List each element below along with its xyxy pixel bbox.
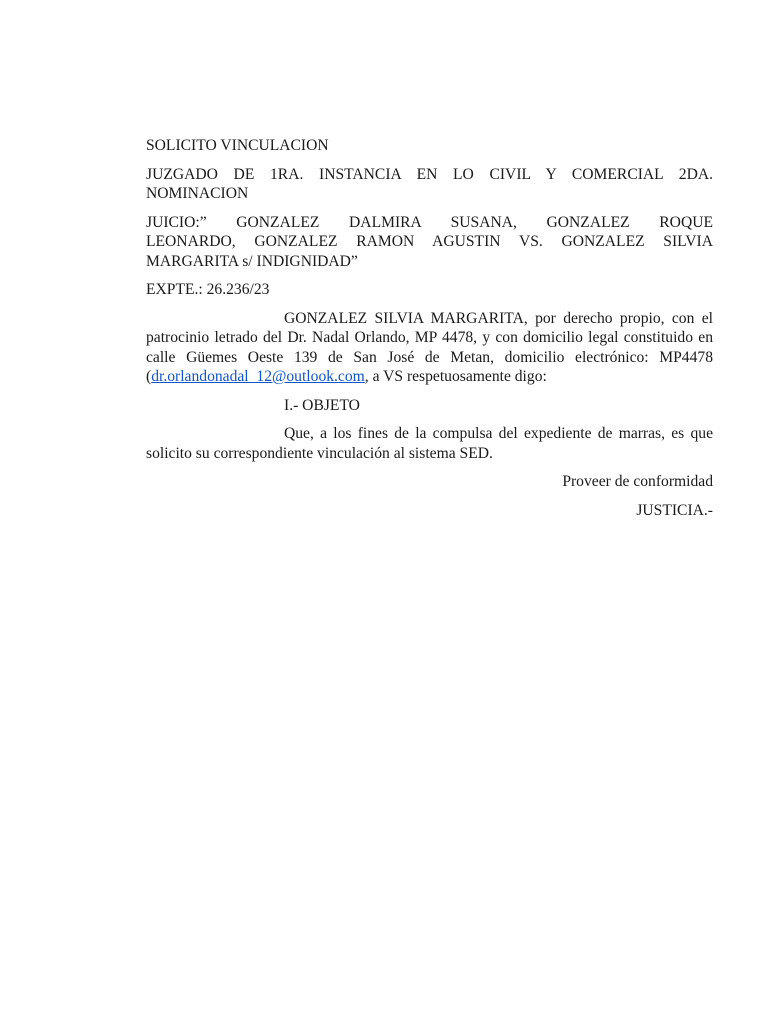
signoff-line: JUSTICIA.-	[636, 501, 713, 519]
closing-line: Proveer de conformidad	[562, 473, 713, 490]
intro-text-before-link: GONZALEZ SILVIA MARGARITA, por derecho propio, con el patrocinio letrado del Dr. Nadal Orlando, MP 4478, y con domicilio legal constituido en calle Güemes Oeste 139 de San José de Metan, domicilio electrónico: MP4478 (	[146, 309, 713, 385]
case-caption	[146, 213, 713, 272]
section-heading-objeto: I.- OBJETO	[284, 396, 360, 414]
document-page	[146, 136, 713, 529]
intro-text-after-link: , a VS respetuosamente digo:	[364, 368, 547, 385]
request-paragraph: Que, a los fines de la compulsa del expediente de marras, es que solicito su correspondiente vinculación al sistema SED.	[146, 425, 713, 462]
court-heading-line-2: NOMINACION	[146, 185, 249, 202]
court-heading	[146, 165, 713, 204]
file-number: EXPTE.: 26.236/23	[146, 281, 270, 298]
email-link[interactable]: dr.orlandonadal_12@outlook.com	[151, 368, 365, 385]
court-heading-line-1: JUZGADO DE 1RA. INSTANCIA EN LO CIVIL Y COMERCIAL 2DA.	[146, 165, 713, 183]
intro-paragraph	[146, 309, 713, 387]
document-title: SOLICITO VINCULACION	[146, 137, 329, 154]
case-caption-line-1: JUICIO:” GONZALEZ DALMIRA SUSANA, GONZALEZ ROQUE	[146, 213, 713, 231]
case-caption-line-2: LEONARDO, GONZALEZ RAMON AGUSTIN VS. GONZALEZ SILVIA	[146, 233, 713, 250]
case-caption-line-3: MARGARITA s/ INDIGNIDAD”	[146, 252, 358, 270]
